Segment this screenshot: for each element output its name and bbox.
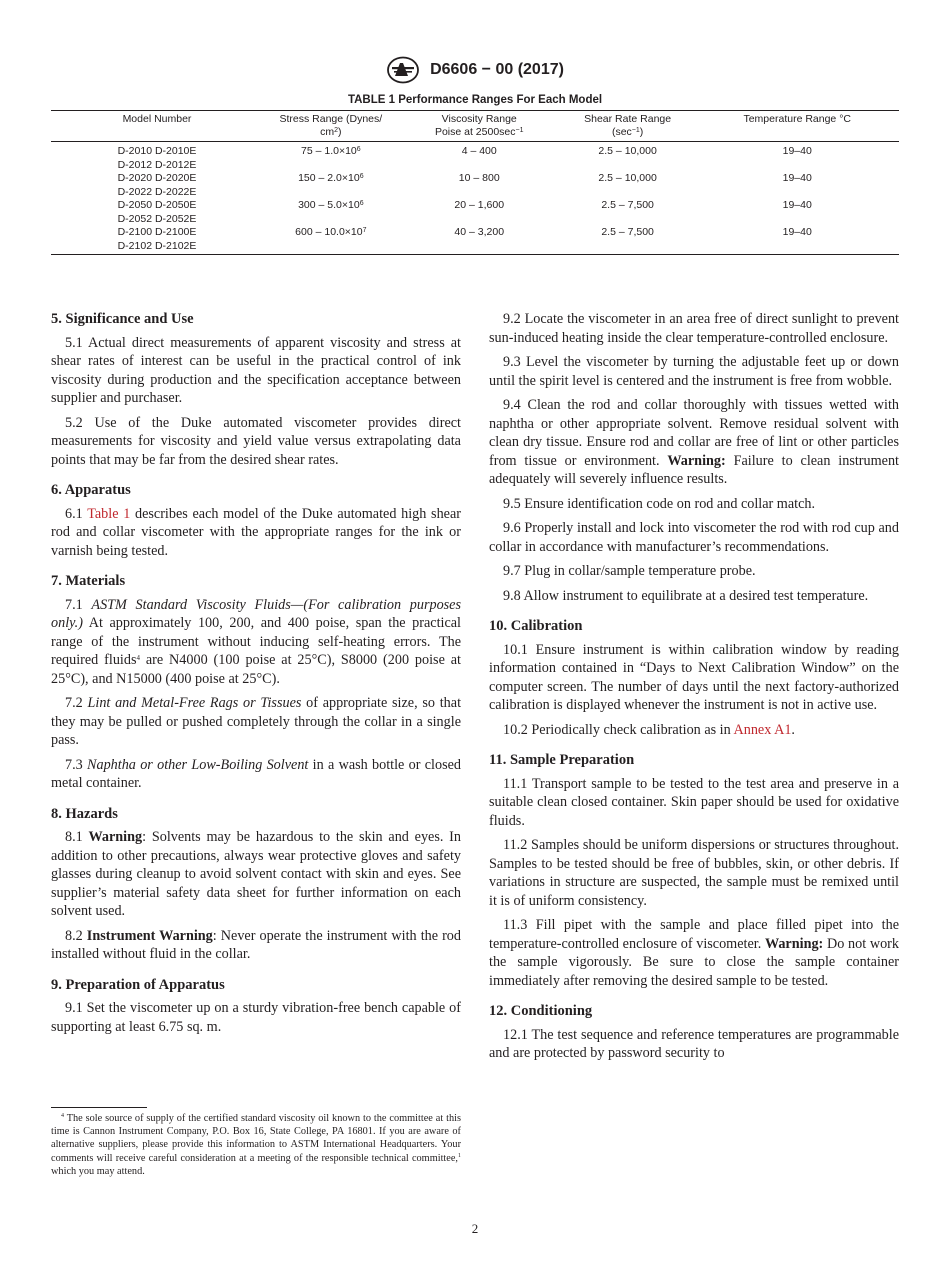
paragraph-5-2: 5.2 Use of the Duke automated viscometer provides direct measurements for viscosity and yield value versus extrapolating data points that may be far from the desired shear rates. (51, 414, 461, 468)
cell-shear: 2.5 – 10,000 (598, 145, 657, 157)
paragraph-8-1: 8.1 Warning: Solvents may be hazardous to the skin and eyes. In addition to other precautions, always wear protective gloves and safety glasses during cleanup to avoid solvent contact with skin and eyes. See supplier’s material safety data sheet for further information on each solvent used. (51, 829, 461, 919)
table-1 (51, 94, 899, 255)
paragraph-9-7: 9.7 Plug in collar/sample temperature probe. (503, 563, 756, 579)
cell-model: D-2020 D-2020E D-2022 D-2022E (117, 172, 197, 198)
cell-viscosity: 40 – 3,200 (454, 226, 505, 238)
page-number: 2 (471, 1221, 479, 1236)
paragraph-11-2: 11.2 Samples should be uniform dispersions or structures throughout. Samples to be tested should be free of bubbles, skin, or other debris. If variations in structure are suspected, the sample must be remixed until it is of uniform consistency. (489, 837, 899, 909)
paragraph-9-1: 9.1 Set the viscometer up on a sturdy vibration-free bench capable of supporting at least 6.75 sq. m. (51, 1000, 461, 1035)
section-7-heading: 7. Materials (51, 573, 126, 589)
paragraph-8-2: 8.2 Instrument Warning: Never operate the instrument with the rod installed without fluid in the collar. (51, 927, 461, 962)
footnote (51, 1107, 461, 1178)
table-row (51, 142, 899, 173)
cell-viscosity: 20 – 1,600 (454, 199, 505, 211)
table-header-row (51, 111, 899, 142)
header-shear: Shear Rate Range $(\sec^{-1})$ (584, 113, 672, 138)
cell-stress: $75 - 1.0\times 10^6$ (301, 145, 361, 157)
cell-stress: $600 - 10.0\times 10^7$ (295, 226, 367, 238)
section-5-heading: 5. Significance and Use (51, 311, 194, 327)
footnote-divider (51, 1107, 147, 1108)
paragraph-7-2: 7.2 Lint and Metal-Free Rags or Tissues of appropriate size, so that they may be pulled or pushed completely through the collar in a single pass. (51, 695, 462, 748)
paragraph-9-5: 9.5 Ensure identification code on rod and collar match. (503, 495, 816, 512)
paragraph-11-1: 11.1 Transport sample to be tested to the test area and preserve in a suitable clean closed container. Skin paper should be used for oxidative fluids. (489, 775, 899, 829)
paragraph-9-8: 9.8 Allow instrument to equilibrate at a desired test temperature. (503, 587, 869, 604)
table-1-link[interactable]: Table 1 (87, 505, 131, 522)
paragraph-6-1: 6.1 Table 1 describes each model of the Duke automated high shear rod and collar viscometer with the appropriate ranges for the ink or varnish being tested. (51, 505, 461, 559)
header-model: Model Number (122, 113, 192, 125)
cell-stress: $150 - 2.0\times 10^6$ (298, 172, 364, 184)
paragraph-7-1: 7.1 ASTM Standard Viscosity Fluids—(For calibration purposes only.) At approximately 100, 200, and 400 poise, span the practical range of the instrument without inducing self-heating errors. The required fluids$^4$ are N4000 (100 poise at 25°C), S8000 (200 poise at 25°C), and N15000 (400 poise at 25°C). (51, 596, 462, 687)
table-row (51, 226, 899, 255)
paragraph-5-1: 5.1 Actual direct measurements of apparent viscosity and stress at shear rates of interest can be useful in the practical control of ink viscosity during production and the specification acceptance between supplier and purchaser. (51, 334, 461, 406)
cell-temperature: 19–40 (782, 226, 812, 238)
document-id: D6606 − 00 (2017) (430, 61, 564, 78)
section-9-heading: 9. Preparation of Apparatus (51, 976, 225, 993)
table-row (51, 172, 899, 199)
paragraph-7-3: 7.3 Naphtha or other Low-Boiling Solvent in a wash bottle or closed metal container. (51, 756, 461, 791)
table-title: TABLE 1 Performance Ranges For Each Model (347, 94, 603, 106)
header-temperature: Temperature Range °C (743, 113, 851, 125)
section-10-heading: 10. Calibration (489, 618, 583, 634)
paragraph-11-3: 11.3 Fill pipet with the sample and place filled pipet into the temperature-controlled enclosure of viscometer. Warning: Do not work the sample vigorously. Be sure to close the sample container immediately after removing the desired sample to be tested. (489, 917, 899, 989)
section-11-heading: 11. Sample Preparation (489, 752, 635, 768)
section-6-heading: 6. Apparatus (51, 482, 131, 498)
footnote-4: $^4$ The sole source of supply of the certified standard viscosity oil known to the committee at this time is Cannon Instrument Company, P.O. Box 16, State College, PA 16801. If you are aware of alternative suppliers, please provide this information to ASTM International Headquarters. Your comments will receive careful consideration at a meeting of the responsible technical committee,$^1$ which you may attend. (51, 1113, 461, 1177)
cell-stress: $300 - 5.0\times 10^6$ (298, 199, 364, 211)
page-header (0, 56, 950, 84)
cell-model: D-2100 D-2100E D-2102 D-2102E (117, 226, 197, 252)
performance-table (51, 110, 899, 255)
cell-temperature: 19–40 (782, 199, 812, 211)
paragraph-9-6: 9.6 Properly install and lock into viscometer the rod with rod cup and collar in accordance with manufacturer’s recommendations. (489, 520, 899, 555)
right-column (489, 310, 899, 1069)
paragraph-9-2: 9.2 Locate the viscometer in an area free of direct sunlight to prevent sun-induced heating inside the clear temperature-controlled enclosure. (489, 311, 899, 346)
cell-viscosity: 4 – 400 (461, 145, 497, 157)
astm-logo (386, 56, 420, 84)
left-column (51, 310, 461, 1042)
paragraph-10-2: 10.2 Periodically check calibration as in Annex A1. (503, 721, 795, 738)
cell-shear: 2.5 – 7,500 (601, 199, 654, 211)
section-12-heading: 12. Conditioning (489, 1003, 593, 1019)
cell-temperature: 19–40 (782, 145, 812, 157)
paragraph-9-4: 9.4 Clean the rod and collar thoroughly with tissues wetted with naphtha or other appropriate solvent. Remove residual solvent with clean dry tissue. Ensure rod and collar are free of lint or other particles from tissue or environment. Warning: Failure to clean instrument adequately will severely influence results. (489, 397, 899, 487)
paragraph-9-3: 9.3 Level the viscometer by turning the adjustable feet up or down until the spirit level is centered and the instrument is free from wobble. (489, 354, 899, 389)
footnote-ref-4[interactable]: 4 (136, 654, 140, 662)
cell-shear: 2.5 – 7,500 (601, 226, 654, 238)
section-8-heading: 8. Hazards (51, 805, 118, 822)
header-viscosity: Viscosity Range Poise at $2500\sec^{-1}$ (434, 113, 524, 138)
paragraph-12-1: 12.1 The test sequence and reference temperatures are programmable and are protected by password security to (489, 1026, 899, 1061)
annex-a1-link[interactable]: Annex A1 (733, 721, 792, 738)
table-row (51, 199, 899, 226)
cell-shear: 2.5 – 10,000 (598, 172, 657, 184)
paragraph-10-1: 10.1 Ensure instrument is within calibration window by reading information contained in “Days to Next Calibration Window” on the computer screen. The number of days until the next factory-authorized calibration is displayed whenever the instrument is not in active use. (489, 641, 899, 713)
cell-model: D-2050 D-2050E D-2052 D-2052E (117, 199, 197, 225)
header-stress: Stress Range (Dynes/ $cm^2$) (279, 113, 383, 138)
cell-model: D-2010 D-2010E D-2012 D-2012E (117, 145, 197, 171)
cell-temperature: 19–40 (782, 172, 812, 184)
cell-viscosity: 10 – 800 (458, 172, 500, 184)
